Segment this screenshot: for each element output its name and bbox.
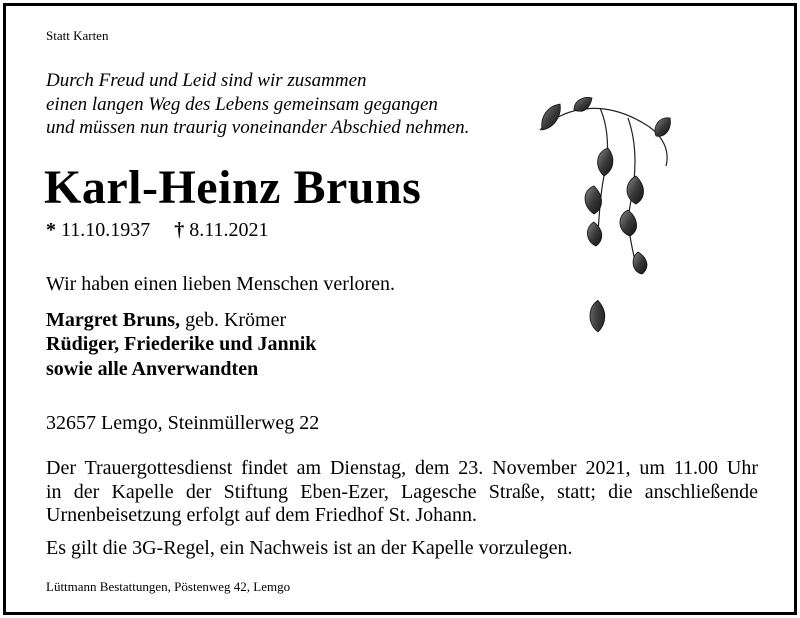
life-dates bbox=[46, 219, 269, 242]
mourner-line-1 bbox=[46, 309, 286, 332]
mourner-line-3: sowie alle Anverwandten bbox=[46, 358, 259, 380]
mourner-primary: Margret Bruns, bbox=[46, 309, 181, 331]
undertaker: Lüttmann Bestattungen, Pöstenweg 42, Lemgo bbox=[46, 579, 291, 594]
motto-line-2: einen langen Weg des Lebens gemeinsam gegangen bbox=[46, 94, 438, 115]
service-line-2: in der Kapelle der Stiftung Eben-Ezer, Lagesche Straße, statt; die anschließende bbox=[46, 481, 758, 503]
intro-text: Wir haben einen lieben Menschen verloren. bbox=[46, 273, 396, 295]
birth-symbol: * bbox=[46, 219, 56, 241]
birth-date: 11.10.1937 bbox=[61, 219, 151, 241]
mourner-maiden-name: geb. Krömer bbox=[180, 309, 287, 331]
birch-leaves-icon bbox=[538, 96, 678, 376]
deceased-name: Karl-Heinz Bruns bbox=[44, 161, 422, 214]
address: 32657 Lemgo, Steinmüllerweg 22 bbox=[46, 412, 320, 434]
death-date: 8.11.2021 bbox=[189, 219, 269, 241]
motto-line-3: und müssen nun traurig voneinander Abschied nehmen. bbox=[46, 117, 470, 138]
service-line-1: Der Trauergottesdienst findet am Dienstag, dem 23. November 2021, um 11.00 Uhr bbox=[46, 457, 758, 479]
motto-line-1: Durch Freud und Leid sind wir zusammen bbox=[46, 70, 367, 91]
mourner-line-2: Rüdiger, Friederike und Jannik bbox=[46, 333, 317, 355]
statt-karten-label: Statt Karten bbox=[46, 28, 109, 43]
death-symbol: † bbox=[174, 219, 185, 241]
rule-3g: Es gilt die 3G-Regel, ein Nachweis ist an der Kapelle vorzulegen. bbox=[46, 537, 573, 559]
service-line-3: Urnenbeisetzung erfolgt auf dem Friedhof St. Johann. bbox=[46, 504, 478, 526]
